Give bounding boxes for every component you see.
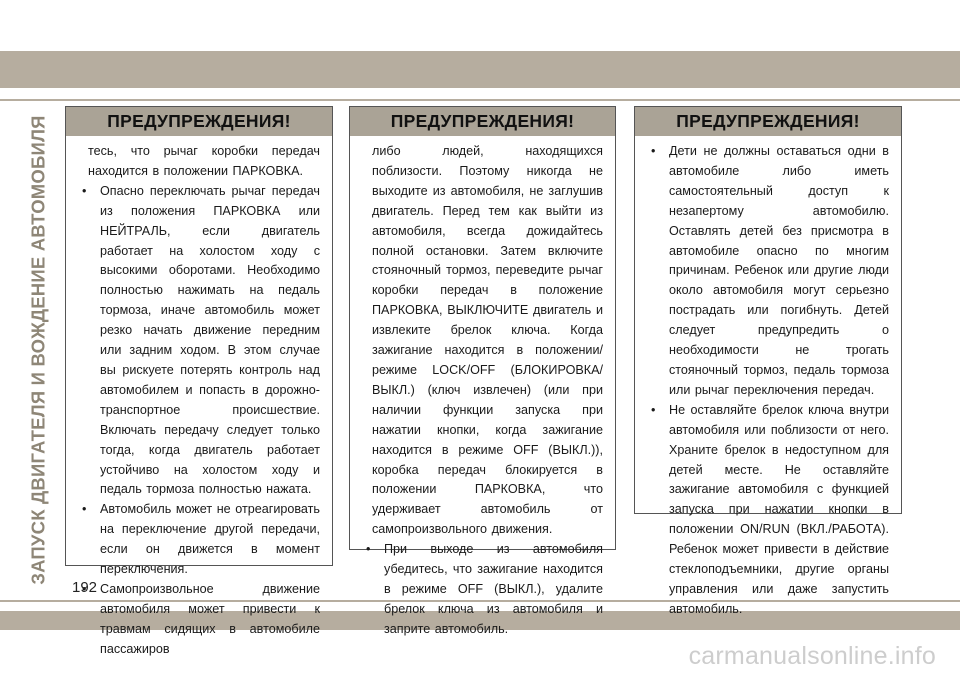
warning-bullet: • При выходе из автомобиля убедитесь, что зажигание находится в режиме OFF (ВЫКЛ.), удалите брелок ключа из автомобиля и заприте автомобиль.: [362, 540, 603, 640]
warning-body: [635, 136, 901, 620]
warning-continuation: либо людей, находящихся поблизости. Поэтому никогда не выходите из автомобиля, не заглушив двигатель. Перед тем как выйти из автомобиля, всегда дожидайтесь полной остановки. Затем включите стояночный тормоз, переведите рычаг коробки передач в положение ПАРКОВКА, ВЫКЛЮЧИТЕ двигатель и извлеките брелок ключа. Когда зажигание находится в положении/режиме LOCK/OFF (БЛОКИРОВКА/ВЫКЛ.) (ключ извлечен) (или при наличии функции запуска при нажатии кнопки, когда зажигание находится в режиме OFF (ВЫКЛ.)), коробка передач блокируется в положении ПАРКОВКА, что удерживает автомобиль от самопроизвольного движения.: [372, 144, 603, 537]
warning-bullet: • Дети не должны оставаться одни в автомобиле либо иметь самостоятельный доступ к незапертому автомобилю. Оставлять детей без присмотра в автомобиле опасно по многим причинам. Ребенок или другие люди около автомобиля могут серьезно пострадать или погибнуть. Детей следует предупредить о необходимости не трогать стояночный тормоз, педаль тормоза или рычаг переключения передач.: [647, 142, 889, 401]
warning-bullet: • Опасно переключать рычаг передач из положения ПАРКОВКА или НЕЙТРАЛЬ, если двигатель работает на холостом ходу с высокими оборотами. Необходимо полностью нажимать на педаль тормоза, иначе автомобиль может резко начать движение передним или задним ходом. В этом случае вы рискуете потерять контроль над автомобилем и попасть в дорожно-транспортное происшествие. Включать передачу следует только тогда, когда двигатель работает устойчиво на холостом ходу и педаль тормоза полностью нажата.: [78, 182, 320, 501]
watermark-text[interactable]: carmanualsonline.info: [688, 642, 936, 670]
warning-title: ПРЕДУПРЕЖДЕНИЯ!: [350, 107, 615, 136]
warning-box-3: [634, 106, 902, 616]
warning-box-2: [349, 106, 616, 636]
warning-bullet: • Самопроизвольное движение автомобиля может привести к травмам сидящих в автомобиле пассажиров: [78, 580, 320, 660]
warning-title: ПРЕДУПРЕЖДЕНИЯ!: [66, 107, 332, 136]
header-rule: [0, 99, 960, 101]
warning-bullet: • Не оставляйте брелок ключа внутри автомобиля или поблизости от него. Храните брелок в недоступном для детей месте. Не оставляйте зажигание автомобиля с функцией запуска при нажатии кнопки в положении ON/RUN (ВКЛ./РАБОТА). Ребенок может привести в действие стеклоподъемники, другие органы управления или даже запустить автомобиль.: [647, 401, 889, 620]
warning-body: [350, 136, 615, 640]
watermark[interactable]: [0, 642, 960, 671]
header-band: [0, 51, 960, 88]
warning-body: [66, 136, 332, 660]
chapter-title: ЗАПУСК ДВИГАТЕЛЯ И ВОЖДЕНИЕ АВТОМОБИЛЯ: [28, 114, 49, 585]
page-number: 192: [72, 579, 98, 596]
warning-title: ПРЕДУПРЕЖДЕНИЯ!: [635, 107, 901, 136]
warning-continuation: тесь, что рычаг коробки передач находится в положении ПАРКОВКА.: [88, 144, 320, 178]
chapter-side-label: [22, 101, 56, 598]
warning-bullet: • Автомобиль может не отреагировать на переключение другой передачи, если он движется в момент переключения.: [78, 500, 320, 580]
